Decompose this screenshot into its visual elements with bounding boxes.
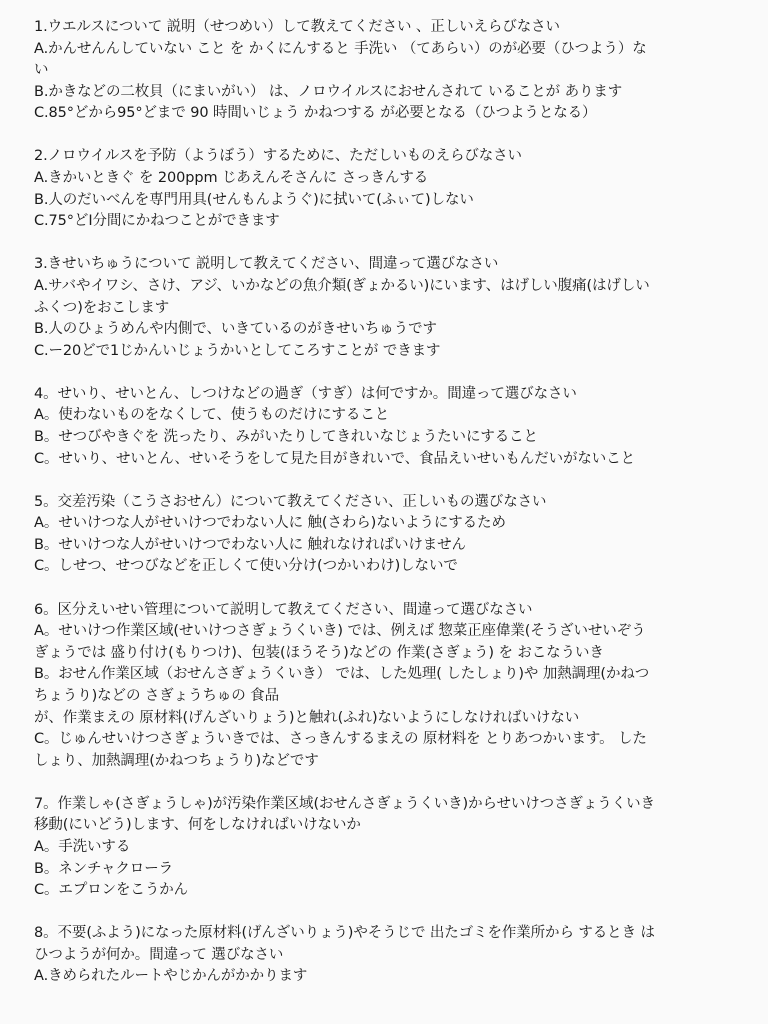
- option-a: A.かんせんんしていない こと を かくにんすると 手洗い （てあらい）のが必要（ひつよう）な: [34, 40, 647, 57]
- option-c: C。せいり、せいとん、せいそうをして見た目がきれいで、食品えいせいもんだいがないこと: [34, 450, 636, 467]
- option-c: C.85°どから95°どまで 90 時間いじょう かねつする が必要となる（ひつようとなる）: [34, 105, 597, 122]
- option-a: A。せいけつな人がせいけつでわない人に 触(さわら)ないようにするため: [34, 515, 506, 532]
- option-c: C.75°どⅠ分間にかねつことができます: [34, 213, 280, 230]
- option-a-continued: ふくつ)をおこします: [34, 299, 170, 316]
- option-c: C。じゅんせいけつさぎょういきでは、さっきんするまえの 原材料を とりあつかいます。 した: [34, 731, 647, 748]
- option-c-continued: しょり、加熱調理(かねつちょうり)などです: [34, 752, 319, 769]
- question-text-continued: ひつようが何か。間違って 選びなさい: [34, 946, 284, 963]
- question-text: 5。交差汚染（こうさおせん）について教えてください、正しいもの選びなさい: [34, 493, 547, 510]
- question-text: 1.ウエルスについて 説明（せつめい）して教えてください 、正しいえらびなさい: [34, 19, 560, 35]
- option-a-continued: ぎょうでは 盛り付け(もりつけ)、包装(ほうそう)などの 作業(さぎょう) を おこなういき: [34, 644, 604, 661]
- question-text: 8。不要(ふよう)になった原材料(げんざいりょう)やそうじで 出たゴミを作業所から するとき は: [34, 925, 655, 942]
- option-a: A。使わないものをなくして、使うものだけにすること: [34, 407, 390, 424]
- question-3: [34, 254, 738, 362]
- option-c: C.ー20どで1じかんいじょうかいとしてころすことが できます: [34, 342, 441, 359]
- option-a-continued: い: [34, 62, 49, 79]
- option-a: A.きめられたルートやじかんがかかります: [34, 968, 308, 985]
- option-c: C。しせつ、せつびなどを正しくて使い分け(つかいわけ)しないで: [34, 558, 458, 575]
- option-b: B。せいけつな人がせいけつでわない人に 触れなければいけません: [34, 536, 466, 553]
- question-5: [34, 492, 738, 578]
- option-a: A.サバやイワシ、さけ、アジ、いかなどの魚介類(ぎょかるい)にいます、はげしい腹痛(はげしい: [34, 277, 650, 294]
- question-text: 7。作業しゃ(さぎょうしゃ)が汚染作業区域(おせんさぎょうくいき)からせいけつさぎょうくいき: [34, 795, 655, 812]
- question-text: 2.ノロウイルスを予防（ようぼう）するために、ただしいものえらびなさい: [34, 148, 522, 165]
- option-a: A.きかいときぐ を 200ppm じあえんそさんに さっきんする: [34, 170, 429, 187]
- question-4: [34, 384, 738, 470]
- option-b-continued: が、作業まえの 原材料(げんざいりょう)と触れ(ふれ)ないようにしなければいけない: [34, 709, 580, 726]
- question-1: [34, 17, 738, 125]
- question-8: [34, 923, 738, 988]
- question-text: 6。区分えいせい管理について説明して教えてください、間違って選びなさい: [34, 601, 533, 618]
- option-b: B。おせん作業区域（おせんさぎょうくいき） では、した処理( したしょり)や 加熱調理(かねつ: [34, 666, 650, 683]
- question-text-continued: 移動(にいどう)します、何をしなければいけないか: [34, 817, 361, 834]
- option-a: A。せいけつ作業区域(せいけつさぎょうくいき) では、例えば 惣菜正座偉業(そうざいせいぞう: [34, 623, 646, 640]
- option-c: C。エプロンをこうかん: [34, 882, 189, 899]
- option-b: B.人のだいべんを専門用具(せんもんようぐ)に拭いて(ふぃて)しない: [34, 191, 474, 208]
- option-b: B.人のひょうめんや内側で、いきているのがきせいちゅうです: [34, 321, 437, 338]
- option-b: B。ネンチャクローラ: [34, 860, 174, 877]
- question-6: [34, 600, 738, 773]
- option-b-continued: ちょうり)などの さぎょうちゅの 食品: [34, 687, 279, 704]
- question-7: [34, 794, 738, 902]
- option-a: A。手洗いする: [34, 839, 131, 855]
- question-text: 4。せいり、せいとん、しつけなどの過ぎ（すぎ）は何ですか。間違って選びなさい: [34, 385, 577, 402]
- option-b: B.かきなどの二枚貝（にまいがい） は、ノロウイルスにおせんされて いることが あります: [34, 83, 623, 100]
- option-b: B。せつびやきぐを 洗ったり、みがいたりしてきれいなじょうたいにすること: [34, 429, 538, 445]
- question-2: [34, 146, 738, 232]
- question-text: 3.きせいちゅうについて 説明して教えてください、間違って選びなさい: [34, 256, 499, 273]
